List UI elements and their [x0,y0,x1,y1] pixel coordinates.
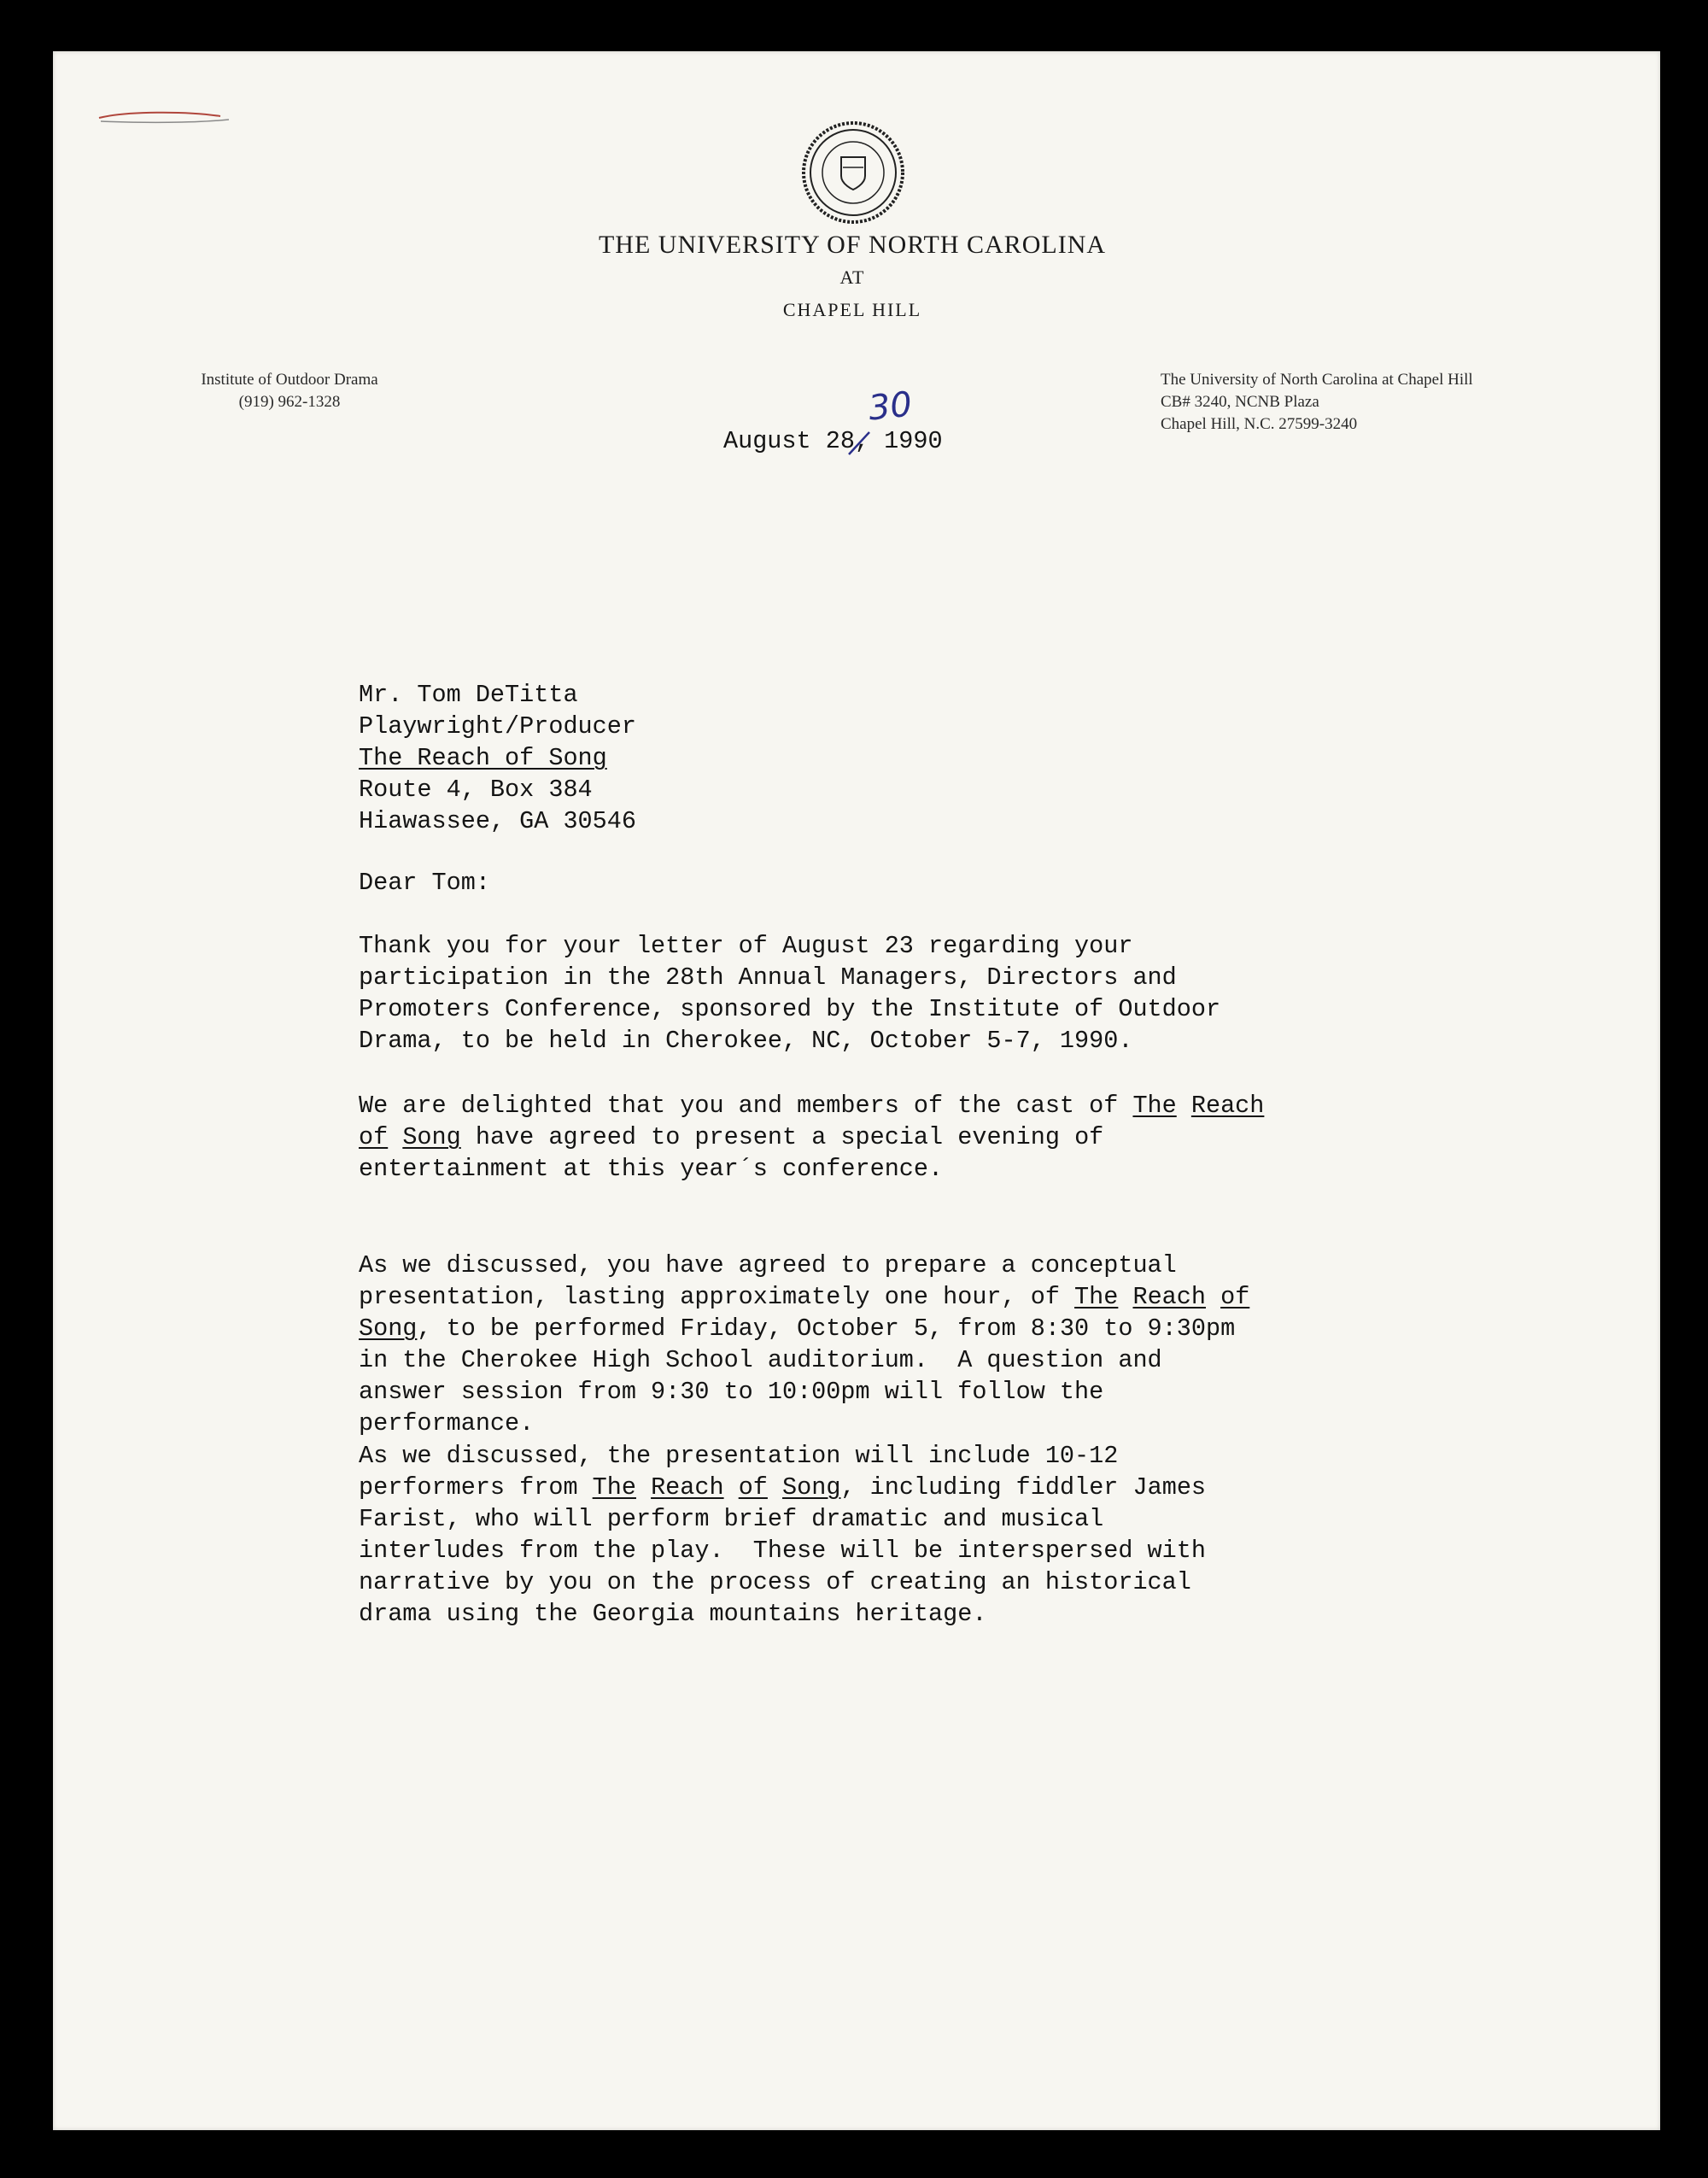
paragraph-line [359,1281,1426,1313]
paragraph-line: As we discussed, the presentation will include 10-12 [359,1442,1119,1470]
play-title-word: of [1220,1283,1250,1311]
recipient-title: Playwright/Producer [359,712,636,741]
date-strike-mark [845,429,873,458]
university-at: AT [839,266,865,288]
paragraph-line: drama using the Georgia mountains heritage. [359,1600,987,1628]
text-run: have agreed to present a special evening of [460,1123,1104,1151]
recipient-name: Mr. Tom DeTitta [359,681,578,709]
address-line-2: CB# 3240, NCNB Plaza [1161,393,1319,411]
paragraph-line: Farist, who will perform brief dramatic and musical [359,1505,1104,1533]
text-run: presentation, lasting approximately one hour, of [359,1283,1075,1311]
university-seal-icon [800,120,906,225]
date-day: 28 [825,427,855,455]
play-title-word: Reach [1132,1283,1206,1311]
play-title-word: Song [402,1123,461,1151]
play-title-word: Song [782,1473,841,1502]
recipient-address [359,679,1426,837]
text-run: , including fiddler James [840,1473,1207,1502]
address-line-1: The University of North Carolina at Chapel Hill [1161,371,1473,389]
paragraph-line: entertainment at this year´s conference. [359,1155,944,1183]
handwritten-date-correction: 30 [866,384,915,429]
paragraph-line [359,1121,1426,1153]
date-year: 1990 [884,427,943,455]
text-run: , to be performed Friday, October 5, from 8:30 to 9:30pm [417,1314,1236,1343]
paper-clip-mark [92,104,237,130]
paragraph-line [359,1313,1426,1344]
date-month: August [723,427,811,455]
play-title-word: The [1074,1283,1119,1311]
play-title-word: of [359,1123,389,1151]
university-place: CHAPEL HILL [782,299,922,320]
university-name: THE UNIVERSITY OF NORTH CAROLINA [598,231,1107,259]
paragraph-line: Drama, to be held in Cherokee, NC, October 5-7, 1990. [359,1027,1133,1055]
letter-date: August 28, 1990 [723,427,943,455]
play-title-word: Reach [651,1473,724,1502]
paragraph-line: As we discussed, you have agreed to prepare a conceptual [359,1251,1177,1279]
play-title-word: Reach [1190,1092,1265,1120]
department-block [149,369,430,413]
recipient-city: Hiawassee, GA 30546 [359,807,636,835]
paragraph-4 [359,1440,1426,1630]
play-title-word: of [738,1473,768,1502]
paragraph-line [359,1090,1426,1121]
paragraph-line: Promoters Conference, sponsored by the Institute of Outdoor [359,995,1221,1023]
address-line-3: Chapel Hill, N.C. 27599-3240 [1161,415,1358,433]
recipient-street: Route 4, Box 384 [359,776,593,804]
text-run: performers from [359,1473,593,1502]
paragraph-line: Thank you for your letter of August 23 regarding your [359,932,1133,960]
paragraph-line: participation in the 28th Annual Managers, Directors and [359,963,1177,992]
paragraph-line: answer session from 9:30 to 10:00pm will follow the [359,1378,1104,1406]
letter-page [53,51,1660,2130]
recipient-organization: The Reach of Song [359,744,607,772]
paragraph-1 [359,930,1426,1057]
paragraph-line: narrative by you on the process of creating an historical [359,1568,1191,1596]
salutation: Dear Tom: [359,869,490,897]
paragraph-line: in the Cherokee High School auditorium. A question and [359,1346,1162,1374]
paragraph-line [359,1472,1426,1503]
university-address [1161,369,1605,436]
department-phone: (919) 962-1328 [238,393,341,411]
play-title-word: Song [359,1314,418,1343]
play-title-word: The [592,1473,636,1502]
paragraph-line: performance. [359,1409,535,1437]
paragraph-2 [359,1090,1426,1185]
text-run: We are delighted that you and members of the cast of [359,1092,1133,1120]
paragraph-3 [359,1250,1426,1439]
department-name: Institute of Outdoor Drama [201,371,378,389]
play-title-word: The [1132,1092,1177,1120]
paragraph-line: interludes from the play. These will be interspersed with [359,1537,1206,1565]
